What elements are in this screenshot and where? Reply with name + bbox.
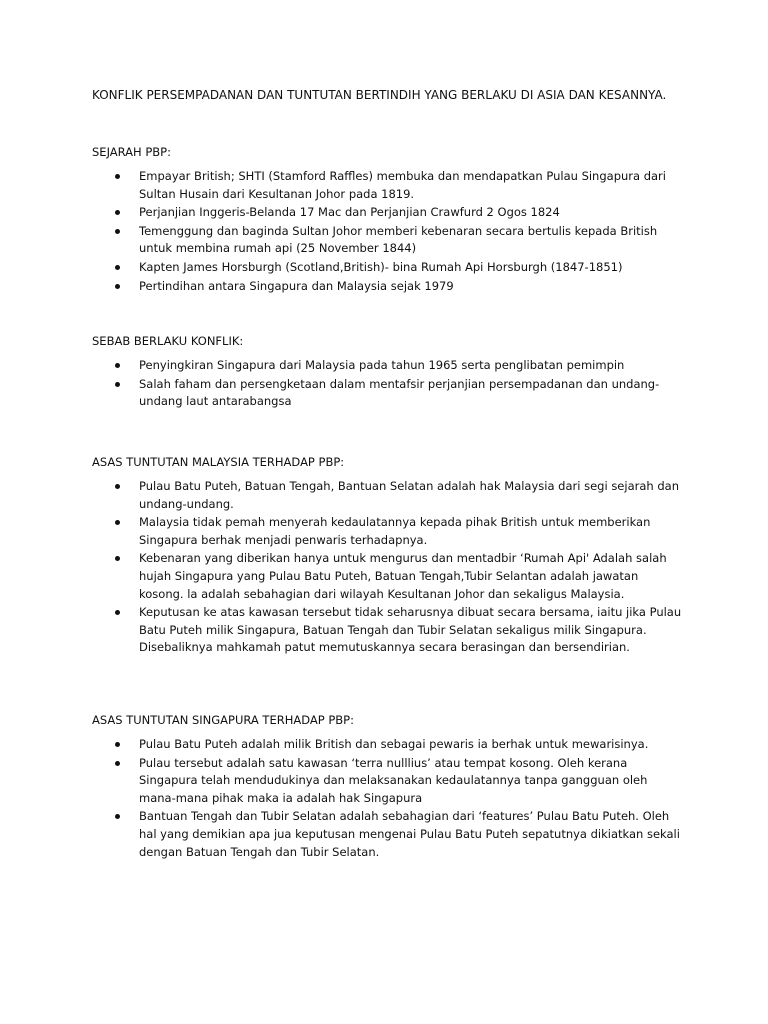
section-heading-sejarah: SEJARAH PBP: <box>92 145 171 159</box>
bullet-icon <box>115 229 120 234</box>
list-item <box>92 604 686 657</box>
bullet-icon <box>115 814 120 819</box>
list-item <box>92 223 686 258</box>
bullet-icon <box>115 761 120 766</box>
bullet-list-sejarah <box>92 168 692 295</box>
section-heading-singapura: ASAS TUNTUTAN SINGAPURA TERHADAP PBP: <box>92 713 354 727</box>
list-item <box>92 357 686 375</box>
list-item-text: Bantuan Tengah dan Tubir Selatan adalah sebahagian dari ‘features’ Pulau Batu Puteh. Oleh hal yang demikian apa jua keputusan mengenai Pulau Batu Puteh sepatutnya dikiatkan sekali dengan Batuan Tengah dan Tubir Selatan. <box>139 809 680 859</box>
bullet-icon <box>115 382 120 387</box>
section-sejarah <box>92 144 692 296</box>
list-item-text: Penyingkiran Singapura dari Malaysia pada tahun 1965 serta penglibatan pemimpin <box>139 358 625 372</box>
list-item-text: Kebenaran yang diberikan hanya untuk mengurus dan mentadbir ‘Rumah Api' Adalah salah hujah Singapura yang Pulau Batu Puteh, Batuan Tengah,Tubir Selantan adalah jawatan kosong. la adalah sebahagian dari wilayah Kesultanan Johor dan sekaligus Malaysia. <box>139 551 667 601</box>
section-singapura <box>92 712 692 862</box>
section-sebab <box>92 333 692 412</box>
bullet-icon <box>115 484 120 489</box>
list-item <box>92 278 686 296</box>
list-item-text: Perjanjian Inggeris-Belanda 17 Mac dan Perjanjian Crawfurd 2 Ogos 1824 <box>139 205 560 220</box>
bullet-list-singapura <box>92 736 692 861</box>
list-item-text: Malaysia tidak pemah menyerah kedaulatannya kepada pihak British untuk memberikan Singapura berhak menjadi penwaris terhadapnya. <box>139 515 651 547</box>
bullet-icon <box>115 520 120 525</box>
list-item-text: Pulau tersebut adalah satu kawasan ‘terra nulllius’ atau tempat kosong. Oleh kerana Singapura telah mendudukinya dan melaksanakan kedaulatannya tanpa gangguan oleh mana-mana pihak maka ia adalah hak Singapura <box>139 755 648 805</box>
list-item <box>92 478 686 513</box>
list-item-text: Kapten James Horsburgh (Scotland,British)- bina Rumah Api Horsburgh (1847-1851) <box>139 259 623 274</box>
list-item-text: Temenggung dan baginda Sultan Johor memberi kebenaran secara bertulis kepada British untuk membina rumah api (25 November 1844) <box>139 223 658 256</box>
bullet-icon <box>115 210 120 215</box>
list-item <box>92 259 686 277</box>
bullet-icon <box>115 556 120 561</box>
bullet-icon <box>115 363 120 368</box>
list-item-text: Empayar British; SHTI (Stamford Raffles) membuka dan mendapatkan Pulau Singapura dari Sultan Husain dari Kesultanan Johor pada 1819. <box>139 169 666 201</box>
list-item-text: Pertindihan antara Singapura dan Malaysia sejak 1979 <box>139 278 454 293</box>
list-item-text: Keputusan ke atas kawasan tersebut tidak seharusnya dibuat secara bersama, iaitu jika Pulau Batu Puteh milik Singapura, Batuan Tengah dan Tubir Selatan sekaligus milik Singapura. Disebaliknya mahkamah patut memutuskannya secara berasingan dan bersendirian. <box>139 605 682 655</box>
section-malaysia <box>92 454 692 658</box>
bullet-list-malaysia <box>92 478 692 657</box>
bullet-icon <box>115 610 120 615</box>
list-item <box>92 808 686 861</box>
section-heading-malaysia: ASAS TUNTUTAN MALAYSIA TERHADAP PBP: <box>92 455 345 469</box>
bullet-list-sebab <box>92 357 692 411</box>
list-item <box>92 376 686 411</box>
bullet-icon <box>115 174 120 179</box>
list-item <box>92 514 686 549</box>
document-title: KONFLIK PERSEMPADANAN DAN TUNTUTAN BERTINDIH YANG BERLAKU DI ASIA DAN KESANNYA. <box>92 88 667 102</box>
list-item <box>92 204 686 222</box>
bullet-icon <box>115 742 120 747</box>
list-item <box>92 755 686 808</box>
list-item-text: Salah faham dan persengketaan dalam mentafsir perjanjian persempadanan dan undang-undang laut antarabangsa <box>139 376 660 409</box>
list-item <box>92 736 686 754</box>
section-heading-sebab: SEBAB BERLAKU KONFLIK: <box>92 334 244 348</box>
list-item-text: Pulau Batu Puteh, Batuan Tengah, Bantuan Selatan adalah hak Malaysia dari segi sejarah dan undang-undang. <box>139 479 679 511</box>
list-item <box>92 550 686 603</box>
list-item-text: Pulau Batu Puteh adalah milik British dan sebagai pewaris ia berhak untuk mewarisinya. <box>139 737 649 751</box>
bullet-icon <box>115 284 120 289</box>
list-item <box>92 168 686 203</box>
bullet-icon <box>115 265 120 270</box>
